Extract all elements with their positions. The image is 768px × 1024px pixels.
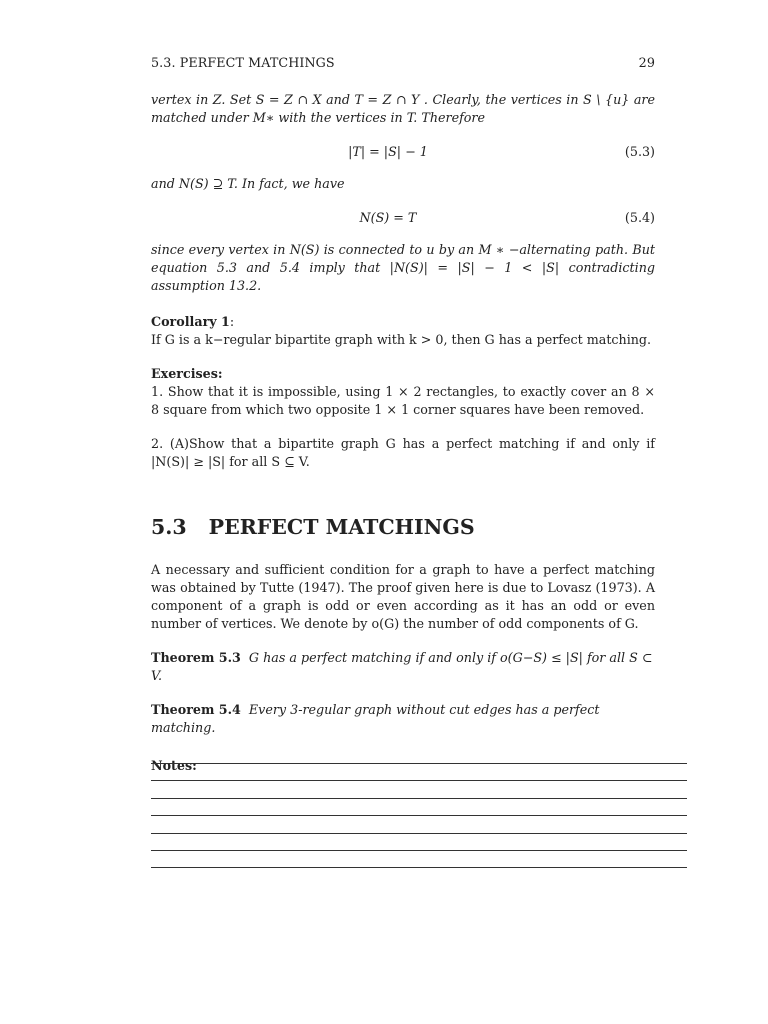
page-content — [151, 54, 655, 775]
corollary-text: If G is a k−regular bipartite graph with k > 0, then G has a perfect matching. — [151, 332, 652, 347]
exercise-item: 2. (A)Show that a bipartite graph G has a perfect matching if and only if |N(S)| ≥ |S| for all S ⊆ V. — [151, 436, 655, 469]
corollary-colon: : — [229, 314, 235, 329]
proof-paragraph-2: and N(S) ⊇ T. In fact, we have — [151, 176, 345, 191]
notes-lines — [151, 763, 687, 885]
proof-paragraph-1: vertex in Z. Set S = Z ∩ X and T = Z ∩ Y . Clearly, the vertices in S \ {u} are matched under M∗ with the vertices in T. Therefore — [151, 92, 655, 125]
section-title: PERFECT MATCHINGS — [208, 515, 475, 539]
notes-label: Notes: — [151, 758, 197, 773]
theorem-5-4 — [151, 701, 655, 737]
theorem-5-3 — [151, 649, 655, 685]
equation-body: N(S) = T — [359, 210, 417, 225]
exercise-item: 1. Show that it is impossible, using 1 × 2 rectangles, to exactly cover an 8 × 8 square from which two opposite 1 × 1 corner squares have been removed. — [151, 384, 655, 417]
theorem-body: G has a perfect matching if and only if o(G−S) ≤ |S| for all S ⊂ V. — [151, 650, 653, 683]
equation-number: (5.3) — [624, 144, 655, 159]
corollary-label: Corollary 1 — [151, 314, 230, 329]
note-line — [151, 763, 687, 764]
running-head-section: 5.3. PERFECT MATCHINGS — [151, 55, 335, 70]
note-line — [151, 867, 687, 868]
running-head — [151, 54, 655, 72]
page-number: 29 — [638, 55, 655, 70]
note-line — [151, 798, 687, 799]
note-line — [151, 815, 687, 816]
note-line — [151, 850, 687, 851]
proof-paragraph-3: since every vertex in N(S) is connected to u by an M ∗ −alternating path. But equation 5.3 and 5.4 imply that |N(S)| = |S| − 1 < |S| contradicting assumption 13.2. — [151, 242, 655, 293]
equation-5-4 — [151, 209, 655, 227]
note-line — [151, 833, 687, 834]
equation-5-3 — [151, 143, 655, 161]
equation-body: |T| = |S| − 1 — [348, 144, 428, 159]
section-intro: A necessary and sufficient condition for a graph to have a perfect matching was obtained by Tutte (1947). The proof given here is due to Lovasz (1973). A component of a graph is odd or even according as it has an odd or even number of vertices. We denote by o(G) the number of odd components of G. — [151, 562, 655, 631]
section-heading — [151, 515, 655, 539]
equation-number: (5.4) — [624, 210, 655, 225]
theorem-label: Theorem 5.4 — [151, 702, 241, 717]
note-line — [151, 780, 687, 781]
theorem-body: Every 3-regular graph without cut edges has a perfect matching. — [151, 702, 600, 735]
exercises-label: Exercises: — [151, 366, 223, 381]
corollary — [151, 313, 655, 349]
exercises — [151, 365, 655, 471]
section-number: 5.3 — [151, 515, 187, 539]
theorem-label: Theorem 5.3 — [151, 650, 241, 665]
